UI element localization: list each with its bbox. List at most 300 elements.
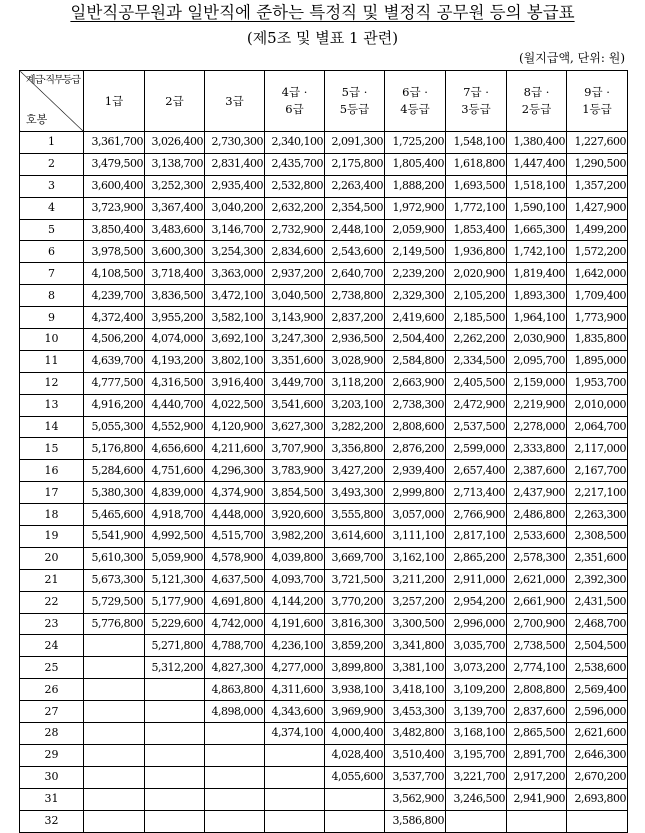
salary-cell: 2,596,000 xyxy=(567,701,628,723)
table-row xyxy=(20,591,628,613)
salary-cell: 2,941,900 xyxy=(507,788,567,810)
step-cell: 14 xyxy=(20,416,84,438)
salary-cell: 2,262,200 xyxy=(446,329,507,351)
salary-cell: 2,419,600 xyxy=(385,307,446,329)
salary-cell: 3,770,200 xyxy=(325,591,385,613)
salary-cell: 3,510,400 xyxy=(385,744,446,766)
table-row xyxy=(20,372,628,394)
salary-cell: 2,217,100 xyxy=(567,482,628,504)
salary-cell: 2,468,700 xyxy=(567,613,628,635)
salary-cell: 2,472,900 xyxy=(446,394,507,416)
salary-cell: 3,836,500 xyxy=(145,285,205,307)
salary-cell: 3,028,900 xyxy=(325,350,385,372)
salary-cell: 1,447,400 xyxy=(507,153,567,175)
salary-cell: 2,621,000 xyxy=(507,569,567,591)
salary-cell xyxy=(84,701,145,723)
salary-cell: 3,252,300 xyxy=(145,175,205,197)
salary-cell xyxy=(265,766,325,788)
table-row xyxy=(20,657,628,679)
salary-cell: 2,064,700 xyxy=(567,416,628,438)
salary-cell: 2,095,700 xyxy=(507,350,567,372)
column-header-grade-5: 5급 · 5등급 xyxy=(325,71,385,132)
table-row xyxy=(20,416,628,438)
salary-cell: 5,776,800 xyxy=(84,613,145,635)
salary-cell: 1,590,100 xyxy=(507,197,567,219)
table-row xyxy=(20,438,628,460)
salary-cell: 4,372,400 xyxy=(84,307,145,329)
salary-cell: 3,562,900 xyxy=(385,788,446,810)
salary-cell xyxy=(84,723,145,745)
salary-cell: 2,954,200 xyxy=(446,591,507,613)
salary-cell: 2,738,300 xyxy=(385,394,446,416)
salary-cell: 3,483,600 xyxy=(145,219,205,241)
salary-cell: 4,074,000 xyxy=(145,329,205,351)
column-header-grade-8: 8급 · 2등급 xyxy=(507,71,567,132)
step-cell: 10 xyxy=(20,329,84,351)
salary-cell: 1,642,000 xyxy=(567,263,628,285)
salary-cell: 2,732,900 xyxy=(265,219,325,241)
step-cell: 9 xyxy=(20,307,84,329)
table-row xyxy=(20,350,628,372)
salary-cell: 3,541,600 xyxy=(265,394,325,416)
salary-cell: 4,656,600 xyxy=(145,438,205,460)
salary-cell: 3,418,100 xyxy=(385,679,446,701)
salary-cell: 2,584,800 xyxy=(385,350,446,372)
salary-cell: 4,691,800 xyxy=(205,591,265,613)
salary-cell: 2,831,400 xyxy=(205,153,265,175)
salary-cell: 2,030,900 xyxy=(507,329,567,351)
column-header-grade-3: 3급 xyxy=(205,71,265,132)
salary-cell: 5,229,600 xyxy=(145,613,205,635)
salary-cell: 2,278,000 xyxy=(507,416,567,438)
column-header-grade-4: 4급 · 6급 xyxy=(265,71,325,132)
table-row xyxy=(20,175,628,197)
step-cell: 6 xyxy=(20,241,84,263)
salary-cell: 1,819,400 xyxy=(507,263,567,285)
salary-cell: 2,543,600 xyxy=(325,241,385,263)
salary-cell: 2,700,900 xyxy=(507,613,567,635)
salary-cell xyxy=(145,788,205,810)
step-cell: 1 xyxy=(20,132,84,154)
salary-cell: 3,969,900 xyxy=(325,701,385,723)
step-cell: 30 xyxy=(20,766,84,788)
salary-cell: 3,482,800 xyxy=(385,723,446,745)
salary-cell: 2,996,000 xyxy=(446,613,507,635)
salary-cell xyxy=(84,657,145,679)
salary-cell: 2,640,700 xyxy=(325,263,385,285)
salary-cell xyxy=(325,810,385,832)
salary-cell: 5,729,500 xyxy=(84,591,145,613)
salary-cell: 3,920,600 xyxy=(265,504,325,526)
salary-cell: 2,340,100 xyxy=(265,132,325,154)
salary-cell xyxy=(84,810,145,832)
step-cell: 26 xyxy=(20,679,84,701)
salary-cell xyxy=(265,810,325,832)
salary-cell: 3,040,500 xyxy=(265,285,325,307)
salary-cell: 1,725,200 xyxy=(385,132,446,154)
salary-cell: 1,380,400 xyxy=(507,132,567,154)
salary-cell: 3,692,100 xyxy=(205,329,265,351)
salary-cell: 3,614,600 xyxy=(325,526,385,548)
salary-cell: 2,876,200 xyxy=(385,438,446,460)
table-row xyxy=(20,613,628,635)
salary-cell xyxy=(145,701,205,723)
salary-cell: 4,193,200 xyxy=(145,350,205,372)
step-cell: 12 xyxy=(20,372,84,394)
salary-cell: 2,219,900 xyxy=(507,394,567,416)
salary-cell: 4,742,000 xyxy=(205,613,265,635)
salary-cell: 2,537,500 xyxy=(446,416,507,438)
salary-cell: 4,236,100 xyxy=(265,635,325,657)
step-cell: 18 xyxy=(20,504,84,526)
salary-cell: 2,939,400 xyxy=(385,460,446,482)
table-row xyxy=(20,460,628,482)
table-row xyxy=(20,241,628,263)
salary-cell: 2,663,900 xyxy=(385,372,446,394)
salary-cell: 3,367,400 xyxy=(145,197,205,219)
salary-cell: 4,316,500 xyxy=(145,372,205,394)
salary-cell: 2,834,600 xyxy=(265,241,325,263)
salary-cell: 2,646,300 xyxy=(567,744,628,766)
salary-cell: 3,978,500 xyxy=(84,241,145,263)
salary-cell: 2,504,500 xyxy=(567,635,628,657)
salary-cell: 3,356,800 xyxy=(325,438,385,460)
salary-cell: 4,898,000 xyxy=(205,701,265,723)
salary-cell: 3,282,200 xyxy=(325,416,385,438)
column-header-grade-6: 6급 · 4등급 xyxy=(385,71,446,132)
table-row xyxy=(20,132,628,154)
salary-cell xyxy=(145,679,205,701)
table-row xyxy=(20,197,628,219)
salary-cell: 4,311,600 xyxy=(265,679,325,701)
salary-cell: 1,893,300 xyxy=(507,285,567,307)
step-cell: 13 xyxy=(20,394,84,416)
salary-cell: 4,000,400 xyxy=(325,723,385,745)
salary-cell: 1,964,100 xyxy=(507,307,567,329)
salary-cell: 3,109,200 xyxy=(446,679,507,701)
salary-cell: 2,569,400 xyxy=(567,679,628,701)
salary-cell xyxy=(265,744,325,766)
salary-cell: 2,532,800 xyxy=(265,175,325,197)
salary-cell: 4,916,200 xyxy=(84,394,145,416)
salary-cell: 2,766,900 xyxy=(446,504,507,526)
salary-cell: 2,486,800 xyxy=(507,504,567,526)
step-cell: 2 xyxy=(20,153,84,175)
salary-cell xyxy=(205,810,265,832)
table-row xyxy=(20,482,628,504)
salary-cell xyxy=(84,679,145,701)
salary-cell: 3,854,500 xyxy=(265,482,325,504)
table-row xyxy=(20,307,628,329)
salary-cell: 1,953,700 xyxy=(567,372,628,394)
salary-cell: 3,427,200 xyxy=(325,460,385,482)
step-cell: 31 xyxy=(20,788,84,810)
document-title: 일반직공무원과 일반직에 준하는 특정직 및 별정직 공무원 등의 봉급표 xyxy=(70,3,575,22)
salary-cell: 2,387,600 xyxy=(507,460,567,482)
salary-cell: 3,723,900 xyxy=(84,197,145,219)
salary-cell: 2,431,500 xyxy=(567,591,628,613)
salary-cell: 1,290,500 xyxy=(567,153,628,175)
corner-step-label: 호봉 xyxy=(26,113,48,126)
salary-cell: 2,661,900 xyxy=(507,591,567,613)
salary-cell: 2,159,000 xyxy=(507,372,567,394)
step-cell: 8 xyxy=(20,285,84,307)
salary-cell xyxy=(84,744,145,766)
salary-cell: 4,440,700 xyxy=(145,394,205,416)
salary-cell: 1,772,100 xyxy=(446,197,507,219)
step-cell: 7 xyxy=(20,263,84,285)
salary-cell: 4,120,900 xyxy=(205,416,265,438)
salary-cell: 4,637,500 xyxy=(205,569,265,591)
salary-cell: 3,361,700 xyxy=(84,132,145,154)
table-row xyxy=(20,788,628,810)
salary-cell: 2,329,300 xyxy=(385,285,446,307)
salary-cell: 4,839,000 xyxy=(145,482,205,504)
salary-cell: 4,239,700 xyxy=(84,285,145,307)
salary-cell: 2,354,500 xyxy=(325,197,385,219)
salary-cell: 1,572,200 xyxy=(567,241,628,263)
salary-cell: 2,175,800 xyxy=(325,153,385,175)
salary-cell: 3,600,300 xyxy=(145,241,205,263)
salary-cell: 3,718,400 xyxy=(145,263,205,285)
salary-cell: 4,296,300 xyxy=(205,460,265,482)
salary-cell: 1,742,100 xyxy=(507,241,567,263)
salary-cell: 2,435,700 xyxy=(265,153,325,175)
salary-cell: 2,621,600 xyxy=(567,723,628,745)
step-cell: 23 xyxy=(20,613,84,635)
table-row xyxy=(20,504,628,526)
salary-cell: 4,191,600 xyxy=(265,613,325,635)
salary-cell: 4,992,500 xyxy=(145,526,205,548)
salary-cell: 2,632,200 xyxy=(265,197,325,219)
table-row xyxy=(20,285,628,307)
salary-cell: 3,162,100 xyxy=(385,547,446,569)
salary-cell xyxy=(84,766,145,788)
table-row xyxy=(20,153,628,175)
salary-cell: 4,211,600 xyxy=(205,438,265,460)
table-row xyxy=(20,547,628,569)
salary-cell: 5,271,800 xyxy=(145,635,205,657)
salary-cell: 3,363,000 xyxy=(205,263,265,285)
salary-cell xyxy=(567,810,628,832)
salary-cell: 2,837,600 xyxy=(507,701,567,723)
table-row xyxy=(20,701,628,723)
salary-cell: 2,185,500 xyxy=(446,307,507,329)
salary-cell: 3,537,700 xyxy=(385,766,446,788)
salary-cell: 2,999,800 xyxy=(385,482,446,504)
salary-cell: 3,472,100 xyxy=(205,285,265,307)
salary-cell: 4,144,200 xyxy=(265,591,325,613)
salary-cell: 3,555,800 xyxy=(325,504,385,526)
salary-cell xyxy=(145,744,205,766)
table-row xyxy=(20,263,628,285)
salary-cell xyxy=(325,788,385,810)
step-cell: 29 xyxy=(20,744,84,766)
step-cell: 25 xyxy=(20,657,84,679)
salary-cell: 4,863,800 xyxy=(205,679,265,701)
salary-cell: 1,357,200 xyxy=(567,175,628,197)
corner-header-cell xyxy=(20,71,84,132)
salary-cell: 3,247,300 xyxy=(265,329,325,351)
salary-cell: 1,618,800 xyxy=(446,153,507,175)
salary-cell xyxy=(84,635,145,657)
column-header-grade-2: 2급 xyxy=(145,71,205,132)
salary-cell: 3,955,200 xyxy=(145,307,205,329)
salary-cell: 2,578,300 xyxy=(507,547,567,569)
table-row xyxy=(20,219,628,241)
salary-cell: 2,239,200 xyxy=(385,263,446,285)
salary-cell: 1,853,400 xyxy=(446,219,507,241)
salary-cell: 2,891,700 xyxy=(507,744,567,766)
step-cell: 21 xyxy=(20,569,84,591)
step-cell: 22 xyxy=(20,591,84,613)
salary-cell: 2,504,400 xyxy=(385,329,446,351)
salary-cell: 3,669,700 xyxy=(325,547,385,569)
salary-cell: 2,392,300 xyxy=(567,569,628,591)
salary-cell: 4,039,800 xyxy=(265,547,325,569)
salary-cell: 3,211,200 xyxy=(385,569,446,591)
salary-cell: 3,982,200 xyxy=(265,526,325,548)
salary-cell: 3,816,300 xyxy=(325,613,385,635)
salary-cell: 2,774,100 xyxy=(507,657,567,679)
salary-cell: 2,263,300 xyxy=(567,504,628,526)
salary-cell: 2,020,900 xyxy=(446,263,507,285)
salary-cell: 2,936,500 xyxy=(325,329,385,351)
table-row xyxy=(20,569,628,591)
salary-cell: 3,146,700 xyxy=(205,219,265,241)
step-cell: 28 xyxy=(20,723,84,745)
salary-cell: 2,334,500 xyxy=(446,350,507,372)
salary-cell: 5,177,900 xyxy=(145,591,205,613)
salary-cell: 3,850,400 xyxy=(84,219,145,241)
salary-cell: 3,859,200 xyxy=(325,635,385,657)
salary-cell xyxy=(205,744,265,766)
step-cell: 4 xyxy=(20,197,84,219)
salary-cell: 3,381,100 xyxy=(385,657,446,679)
salary-cell: 4,374,100 xyxy=(265,723,325,745)
column-header-grade-1: 1급 xyxy=(84,71,145,132)
salary-cell: 2,533,600 xyxy=(507,526,567,548)
salary-cell: 4,448,000 xyxy=(205,504,265,526)
document-subtitle: (제5조 및 별표 1 관련) xyxy=(246,29,399,47)
step-cell: 15 xyxy=(20,438,84,460)
salary-cell: 3,916,400 xyxy=(205,372,265,394)
table-row xyxy=(20,394,628,416)
salary-cell: 1,427,900 xyxy=(567,197,628,219)
unit-note: (월지급액, 단위: 원) xyxy=(519,51,625,65)
salary-cell: 2,105,200 xyxy=(446,285,507,307)
salary-cell xyxy=(145,723,205,745)
salary-cell: 1,888,200 xyxy=(385,175,446,197)
salary-cell: 3,582,100 xyxy=(205,307,265,329)
step-cell: 17 xyxy=(20,482,84,504)
salary-cell: 2,599,000 xyxy=(446,438,507,460)
salary-cell: 2,117,000 xyxy=(567,438,628,460)
salary-cell: 4,506,200 xyxy=(84,329,145,351)
salary-cell: 4,918,700 xyxy=(145,504,205,526)
salary-cell: 5,055,300 xyxy=(84,416,145,438)
table-row xyxy=(20,526,628,548)
salary-cell: 1,936,800 xyxy=(446,241,507,263)
salary-cell: 3,057,000 xyxy=(385,504,446,526)
step-cell: 19 xyxy=(20,526,84,548)
salary-cell: 3,195,700 xyxy=(446,744,507,766)
salary-cell: 1,805,400 xyxy=(385,153,446,175)
salary-cell: 3,035,700 xyxy=(446,635,507,657)
salary-cell: 4,108,500 xyxy=(84,263,145,285)
salary-cell: 4,578,900 xyxy=(205,547,265,569)
salary-cell: 3,143,900 xyxy=(265,307,325,329)
step-cell: 11 xyxy=(20,350,84,372)
salary-cell: 3,899,800 xyxy=(325,657,385,679)
salary-cell: 2,448,100 xyxy=(325,219,385,241)
salary-cell: 5,610,300 xyxy=(84,547,145,569)
table-row xyxy=(20,766,628,788)
salary-cell xyxy=(205,766,265,788)
salary-cell: 3,257,200 xyxy=(385,591,446,613)
salary-cell: 3,783,900 xyxy=(265,460,325,482)
salary-cell: 2,911,000 xyxy=(446,569,507,591)
salary-cell: 3,627,300 xyxy=(265,416,325,438)
salary-cell: 3,351,600 xyxy=(265,350,325,372)
salary-cell: 4,827,300 xyxy=(205,657,265,679)
salary-cell: 3,449,700 xyxy=(265,372,325,394)
salary-cell xyxy=(145,766,205,788)
salary-cell: 2,059,900 xyxy=(385,219,446,241)
salary-cell: 3,453,300 xyxy=(385,701,446,723)
salary-cell xyxy=(205,788,265,810)
salary-cell: 3,938,100 xyxy=(325,679,385,701)
salary-cell: 3,479,500 xyxy=(84,153,145,175)
salary-cell: 4,277,000 xyxy=(265,657,325,679)
table-row xyxy=(20,679,628,701)
salary-cell: 2,167,700 xyxy=(567,460,628,482)
salary-cell: 1,693,500 xyxy=(446,175,507,197)
step-cell: 16 xyxy=(20,460,84,482)
salary-cell: 1,227,600 xyxy=(567,132,628,154)
salary-cell: 4,028,400 xyxy=(325,744,385,766)
salary-cell: 3,138,700 xyxy=(145,153,205,175)
step-cell: 5 xyxy=(20,219,84,241)
salary-cell: 2,263,400 xyxy=(325,175,385,197)
table-row xyxy=(20,810,628,832)
salary-cell: 3,721,500 xyxy=(325,569,385,591)
salary-cell: 5,380,300 xyxy=(84,482,145,504)
column-header-grade-9: 9급 · 1등급 xyxy=(567,71,628,132)
salary-cell xyxy=(145,810,205,832)
salary-cell: 5,312,200 xyxy=(145,657,205,679)
salary-cell: 3,600,400 xyxy=(84,175,145,197)
salary-cell: 2,713,400 xyxy=(446,482,507,504)
salary-cell: 2,010,000 xyxy=(567,394,628,416)
salary-cell: 5,059,900 xyxy=(145,547,205,569)
step-cell: 24 xyxy=(20,635,84,657)
column-header-grade-7: 7급 · 3등급 xyxy=(446,71,507,132)
salary-cell: 2,865,500 xyxy=(507,723,567,745)
salary-cell: 2,937,200 xyxy=(265,263,325,285)
salary-cell: 2,693,800 xyxy=(567,788,628,810)
salary-cell: 3,707,900 xyxy=(265,438,325,460)
salary-cell: 3,168,100 xyxy=(446,723,507,745)
salary-cell: 5,541,900 xyxy=(84,526,145,548)
salary-cell: 4,093,700 xyxy=(265,569,325,591)
salary-cell: 4,552,900 xyxy=(145,416,205,438)
salary-cell: 2,730,300 xyxy=(205,132,265,154)
salary-cell: 5,465,600 xyxy=(84,504,145,526)
salary-cell: 3,221,700 xyxy=(446,766,507,788)
salary-cell: 1,895,000 xyxy=(567,350,628,372)
salary-cell: 3,493,300 xyxy=(325,482,385,504)
